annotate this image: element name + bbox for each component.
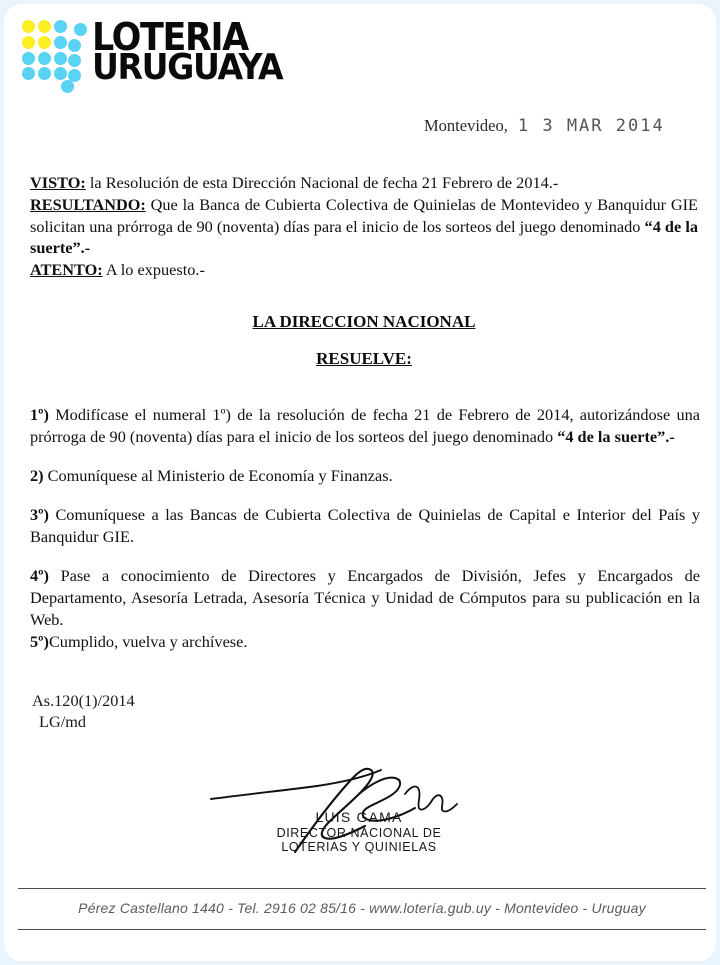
- resultando-label: RESULTANDO:: [30, 194, 146, 214]
- footer-contact-line: Pérez Castellano 1440 - Tel. 2916 02 85/16 - www.lotería.gub.uy - Montevideo - Uruguay: [78, 900, 646, 916]
- item-text: Pase a conocimiento de Directores y Encargados de División, Jefes y Encargados de Departamento, Asesoría Letrada, Asesoría Técnica y Unidad de Cómputos para su publicación en la Web.: [30, 566, 700, 629]
- date-stamp: 1 3 MAR 2014: [517, 116, 665, 136]
- visto-label: VISTO:: [30, 173, 86, 192]
- resolution-items: [30, 404, 700, 653]
- resolution-item: [30, 504, 700, 548]
- item-number: 1º): [30, 405, 49, 424]
- atento-paragraph: [30, 259, 698, 281]
- resolution-item: [30, 465, 700, 487]
- item-text: Comuníquese a las Bancas de Cubierta Colectiva de Quinielas de Capital e Interior del País y Banquidur GIE.: [30, 505, 700, 546]
- wordmark-line-1: LOTERIA: [92, 15, 248, 59]
- resolution-item: [30, 404, 700, 448]
- heading-direccion-nacional: LA DIRECCION NACIONAL: [252, 312, 476, 331]
- resultando-text: Que la Banca de Cubierta Colectiva de Quinielas de Montevideo y Banquidur GIE solicitan una prórroga de 90 (noventa) días para el inicio de los sorteos del juego denominado: [30, 194, 698, 236]
- letterhead: [22, 15, 299, 89]
- item-text: Comuníquese al Ministerio de Economía y Finanzas.: [43, 466, 393, 485]
- initials-code: LG/md: [39, 712, 87, 732]
- dateline: [424, 116, 665, 136]
- preamble-block: [30, 172, 698, 281]
- reference-codes: [32, 690, 135, 732]
- signature-names: [209, 809, 509, 855]
- item-bold-tail: “4 de la suerte”.-: [557, 427, 675, 446]
- resolution-item: [30, 565, 700, 631]
- footer-rule-top: [18, 888, 706, 889]
- footer-rule-bottom: [18, 929, 706, 930]
- item-number: 5º): [30, 632, 49, 651]
- heading-resuelve: RESUELVE:: [316, 349, 412, 368]
- signer-title-line-2: LOTERIAS Y QUINIELAS: [281, 840, 437, 855]
- wordmark-line-2: URUGUAYA: [92, 47, 283, 89]
- item-text: Modifícase el numeral 1º) de la resolución de fecha 21 de Febrero de 2014, autorizándose una prórroga de 90 (noventa) días para el inicio de los sorteos del juego denominado: [30, 405, 700, 446]
- signer-title-line-1: DIRECTOR NACIONAL DE: [276, 825, 442, 840]
- atento-label: ATENTO:: [30, 260, 103, 280]
- resultando-game-name: “4 de la suerte”.-: [30, 216, 698, 258]
- resultando-paragraph: [30, 194, 698, 259]
- visto-text: la Resolución de esta Dirección Nacional de fecha 21 Febrero de 2014.-: [85, 173, 559, 192]
- item-text: Cumplido, vuelva y archívese.: [48, 632, 248, 651]
- file-code: As.120(1)/2014: [32, 691, 135, 710]
- visto-paragraph: [30, 172, 698, 194]
- loteria-wordmark: [92, 15, 299, 89]
- scanned-sheet: [4, 4, 716, 961]
- loteria-dot-logo-icon: [22, 20, 88, 88]
- resolution-item: [30, 631, 700, 653]
- item-number: 4º): [30, 566, 49, 585]
- signer-name: LUIS GAMA: [315, 809, 403, 825]
- atento-text: A lo expuesto.-: [102, 260, 205, 280]
- item-number: 3º): [30, 505, 49, 524]
- dateline-city: Montevideo,: [424, 116, 508, 135]
- item-number: 2): [30, 466, 44, 485]
- signature-block: [209, 764, 509, 854]
